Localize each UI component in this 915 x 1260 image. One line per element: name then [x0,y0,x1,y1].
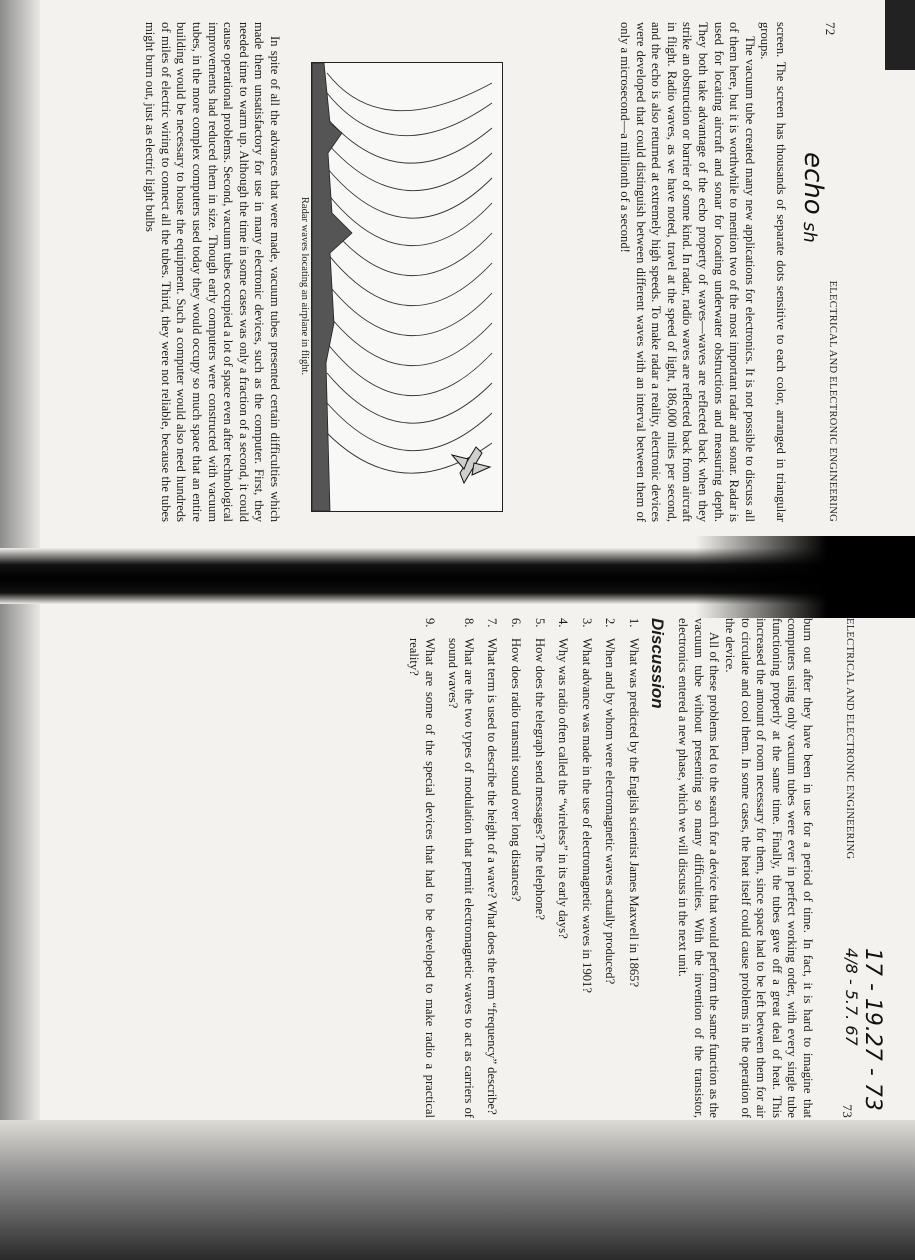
book-binding-band [0,548,915,604]
discussion-questions [406,618,642,1118]
page-number-72: 72 [823,22,838,36]
question-item: 9. What are some of the special devices that had to be developed to make radio a practical reality? [407,618,437,1118]
running-head-text-73: ELECTRICAL AND ELECTRONIC ENGINEERING [844,618,855,860]
running-head-text-72: ELECTRICAL AND ELECTRONIC ENGINEERING [827,280,838,522]
paragraph-burn-out: burn out after they have been in use for a period of time. In fact, it is hard to imagine that computers using only vacuum tubes were ever in perfect working order, with every single tube functioning properly at the same time. Finally, the tubes gave off a great deal of heat. This increased the amount of room necessary for them, since space had to be left between them for air to circulate and cool them. In some cases, the heat itself could cause problems in the operation of the device. [723,618,815,1118]
column-top [616,22,788,522]
figure-caption: Radar waves locating an airplane in flight. [299,196,310,376]
question-item: 4. Why was radio often called the “wireless” in its early days? [556,618,571,939]
page-73 [55,618,885,1118]
handwritten-annotation-sh: sh [799,222,820,243]
page-72 [48,22,838,522]
handwritten-date-1: 17 - 19.27 - 73 [860,948,885,1111]
page-number-73: 73 [840,1104,855,1118]
scan-shadow-top-right [885,0,915,70]
paragraph-transistor: All of these problems led to the search for a device that would perform the same function as the vacuum tube without presenting so many difficulties. With the invention of the transistor, electronics entered a new phase, which we will discuss in the next unit. [676,618,722,1118]
text-block-73 [398,618,815,1118]
question-item: 8. What are the two types of modulation that permit electromagnetic waves to act as carriers of sound waves? [446,618,476,1118]
question-item: 3. What advance was made in the use of electromagnetic waves in 1901? [579,618,594,993]
question-item: 5. How does the telegraph send messages? The telephone? [532,618,547,920]
radar-figure [311,62,503,512]
handwritten-annotation-echo: echo [798,152,828,215]
scan-shadow-left [0,0,40,1260]
discussion-heading: Discussion [647,618,667,709]
paragraph-screen: screen. The screen has thousands of separate dots sensitive to each color, arranged in triangular groups. [758,22,788,522]
running-head-72 [822,22,838,522]
radar-waves-illustration [312,63,502,511]
scan-shadow-bottom [0,1120,915,1260]
paragraph-vacuum-tubes: In spite of all the advances that were made, vacuum tubes presented certain difficulties which made them unsatisfactory for use in many electronic devices, such as the computer. First, they needed time to warm up. Although the time in some cases was only a fraction of a second, it could cause operational problems. Second, vacuum tubes occupied a lot of space even after technological improvements had reduced them in size. Though early computers were constructed with vacuum tubes, in the more complex computers used today they would occupy so much space that an entire building would be necessary to house the equipment. Such a computer would also need hundreds of miles of electric wiring to connect all the tubes. Third, they were not reliable, because the tubes might burn out, just as electric light bulbs [143,22,282,522]
column-bottom [142,22,282,522]
question-item: 6. How does radio transmit sound over long distances? [509,618,524,902]
paragraph-radar: The vacuum tube created many new applications for electronics. It is not possible to discuss all of them here, but it is worthwhile to mention two of the most important radar and sonar. Radar is used for locating aircraft and sonar for locating underwater obstructions and measuring depth. They both take advantage of the echo property of waves—waves are reflected back when they strike an obstruction or barrier of some kind. In radar, radio waves are reflected back from aircraft in flight. Radio waves, as we have noted, travel at the speed of light, 186,000 miles per second, and the echo is also returned at extremely high speeds. To make radar a reality, electronic devices were developed that could distinguish between different waves with an interval between them of only a microsecond—a millionth of a second! [618,22,757,522]
handwritten-date-2: 4/8 - 5.7. 67 [842,948,861,1046]
question-item: 2. When and by whom were electromagnetic waves actually produced? [603,618,618,985]
question-item: 1. What was predicted by the English scientist James Maxwell in 1865? [627,618,642,988]
question-item: 7. What term is used to describe the height of a wave? What does the term “frequency” describe? [485,618,500,1115]
